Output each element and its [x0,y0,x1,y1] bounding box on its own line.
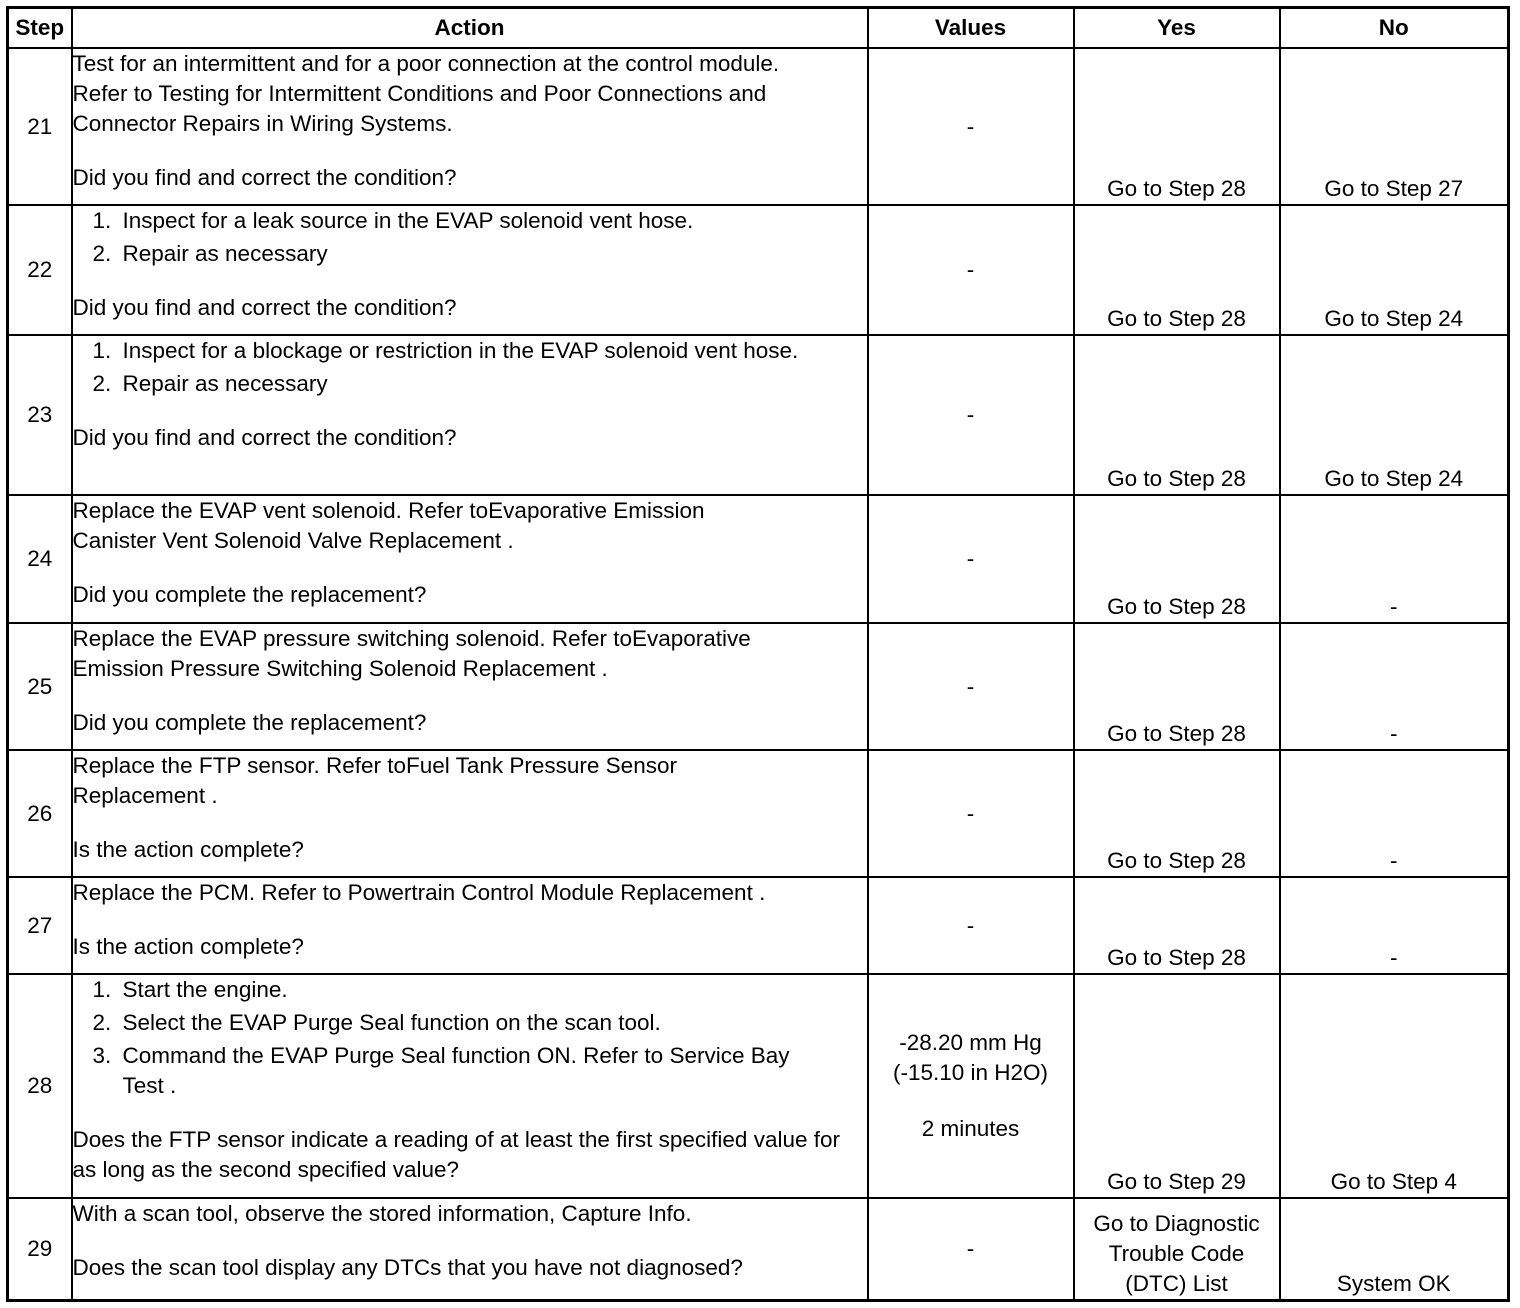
yes-cell: Go to Step 28 [1074,877,1280,974]
value-duration: 2 minutes [921,1116,1020,1141]
no-cell: - [1280,495,1509,623]
no-cell: - [1280,877,1509,974]
action-question: Does the FTP sensor indicate a reading of at least the first specified value for as long as the second specified value? [72,1127,840,1182]
values-cell [868,974,1074,1198]
list-item: 2. Repair as necessary [92,371,328,396]
values-cell: - [868,495,1074,623]
action-question: Did you complete the replacement? [72,582,427,607]
table-row [8,974,1509,1198]
header-action: Action [72,8,868,49]
table-row [8,623,1509,750]
list-item: 2. Select the EVAP Purge Seal function on the scan tool. [92,1010,661,1035]
step-number: 29 [8,1198,72,1300]
values-cell: - [868,335,1074,495]
table-row [8,877,1509,974]
table-row [8,48,1509,205]
values-cell: - [868,48,1074,205]
action-text: Test for an intermittent and for a poor connection at the control module. Refer to Testing for Intermittent Conditions and Poor Connections and Connector Repairs in Wiring Systems. [72,51,780,136]
header-row [8,8,1509,49]
yes-cell: Go to Step 28 [1074,495,1280,623]
no-cell: Go to Step 4 [1280,974,1509,1198]
value-pressure-inh2o: (-15.10 in H2O) [892,1060,1049,1085]
yes-cell [1074,1198,1280,1300]
list-item: 1. Inspect for a leak source in the EVAP solenoid vent hose. [92,208,694,233]
action-cell [72,623,868,750]
no-cell: Go to Step 24 [1280,205,1509,335]
values-cell: - [868,1198,1074,1300]
step-number: 21 [8,48,72,205]
action-cell [72,877,868,974]
no-cell: Go to Step 27 [1280,48,1509,205]
yes-link-text: Go to Diagnostic Trouble Code (DTC) List [1093,1210,1260,1296]
action-question: Is the action complete? [72,837,304,862]
step-number: 25 [8,623,72,750]
list-item: 1. Start the engine. [92,977,288,1002]
action-question: Did you complete the replacement? [72,710,427,735]
no-cell: Go to Step 24 [1280,335,1509,495]
header-yes: Yes [1074,8,1280,49]
value-pressure-mmhg: -28.20 mm Hg [899,1030,1042,1055]
action-question: Is the action complete? [72,934,304,959]
step-number: 24 [8,495,72,623]
action-text: Replace the PCM. Refer to Powertrain Control Module Replacement . [72,880,766,905]
action-text: Replace the EVAP pressure switching solenoid. Refer toEvaporative Emission Pressure Switching Solenoid Replacement . [72,626,751,681]
action-question: Does the scan tool display any DTCs that you have not diagnosed? [72,1255,743,1280]
list-item: 3. Command the EVAP Purge Seal function ON. Refer to Service Bay Test . [92,1043,790,1098]
table-row [8,335,1509,495]
action-steps [73,206,867,269]
header-step: Step [8,8,72,49]
diagnostic-table [6,6,1510,1302]
step-number: 26 [8,750,72,877]
list-item: 1. Inspect for a blockage or restriction in the EVAP solenoid vent hose. [92,338,799,363]
yes-cell: Go to Step 29 [1074,974,1280,1198]
action-steps [73,975,867,1101]
yes-cell: Go to Step 28 [1074,48,1280,205]
yes-cell: Go to Step 28 [1074,205,1280,335]
action-steps [73,336,867,399]
action-cell [72,750,868,877]
header-no: No [1280,8,1509,49]
step-number: 27 [8,877,72,974]
yes-cell: Go to Step 28 [1074,335,1280,495]
no-cell: System OK [1280,1198,1509,1300]
no-cell: - [1280,750,1509,877]
values-cell: - [868,623,1074,750]
action-cell [72,974,868,1198]
action-text: Replace the EVAP vent solenoid. Refer toEvaporative Emission Canister Vent Solenoid Valve Replacement . [72,498,705,553]
action-question: Did you find and correct the condition? [72,165,457,190]
header-values: Values [868,8,1074,49]
values-cell: - [868,205,1074,335]
table-row [8,1198,1509,1300]
table-row [8,205,1509,335]
table-row [8,495,1509,623]
yes-cell: Go to Step 28 [1074,750,1280,877]
step-number: 22 [8,205,72,335]
action-cell [72,1198,868,1300]
step-number: 28 [8,974,72,1198]
list-item: 2. Repair as necessary [92,241,328,266]
action-cell [72,205,868,335]
action-question: Did you find and correct the condition? [72,425,457,450]
action-cell [72,495,868,623]
table-row [8,750,1509,877]
action-cell [72,335,868,495]
yes-cell: Go to Step 28 [1074,623,1280,750]
action-text: Replace the FTP sensor. Refer toFuel Tank Pressure Sensor Replacement . [72,753,677,808]
action-question: Did you find and correct the condition? [72,295,457,320]
action-text: With a scan tool, observe the stored information, Capture Info. [72,1201,692,1226]
no-cell: - [1280,623,1509,750]
action-cell [72,48,868,205]
values-cell: - [868,750,1074,877]
step-number: 23 [8,335,72,495]
values-cell: - [868,877,1074,974]
